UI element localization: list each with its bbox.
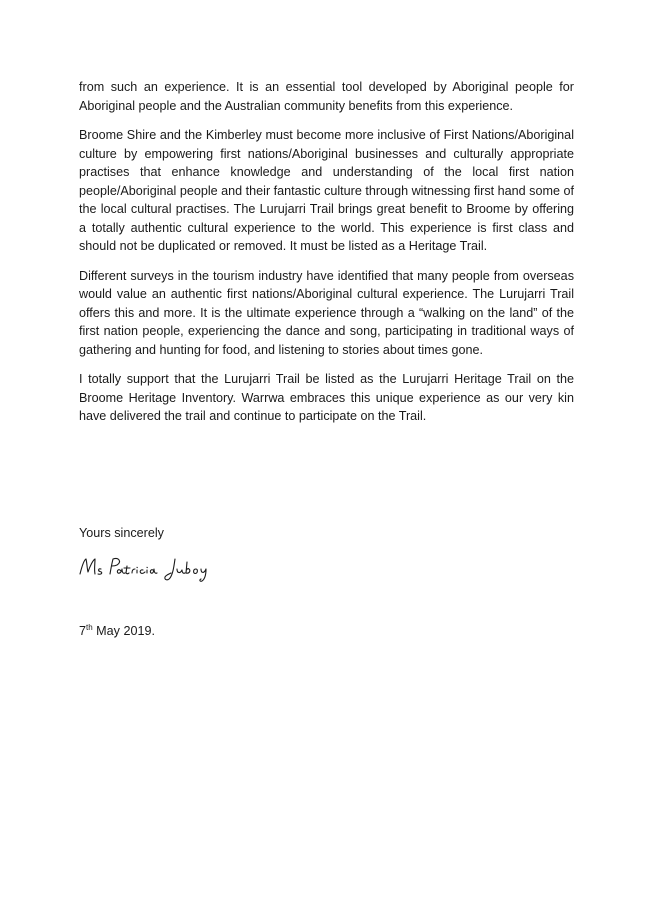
- paragraph-4: I totally support that the Lurujarri Trail be listed as the Lurujarri Heritage Trail on the Broome Heritage Inventory. Warrwa embraces this unique experience as our very kin have delivered the trail and continue to participate on the Trail.: [79, 372, 574, 423]
- closing-salutation: Yours sincerely: [79, 526, 164, 540]
- paragraph-1: from such an experience. It is an essential tool developed by Aboriginal people for Aboriginal people and the Australian community benefits from this experience.: [79, 80, 574, 113]
- date-month-year: May 2019.: [92, 624, 155, 638]
- paragraph-2: Broome Shire and the Kimberley must become more inclusive of First Nations/Aboriginal culture by empowering first nations/Aboriginal businesses and culturally appropriate practises that enhance knowledge and understanding of the local first nation people/Aboriginal people and their fantastic culture through witnessing first hand some of the local cultural practises. The Lurujarri Trail brings great benefit to Broome by offering a totally authentic cultural experience to the world. This experience is first class and should not be duplicated or removed. It must be listed as a Heritage Trail.: [79, 128, 574, 253]
- letter-date: [79, 622, 155, 640]
- handwritten-signature: [77, 554, 217, 584]
- paragraph-3: Different surveys in the tourism industry have identified that many people from overseas would value an authentic first nations/Aboriginal cultural experience. The Lurujarri Trail offers this and more. It is the ultimate experience through a “walking on the land” of the first nation people, experiencing the dance and song, participating in traditional ways of gathering and hunting for food, and listening to stories about times gone.: [79, 268, 574, 357]
- letter-body: [79, 78, 574, 437]
- date-ordinal-suffix: th: [86, 623, 93, 632]
- date-day: 7: [79, 624, 87, 638]
